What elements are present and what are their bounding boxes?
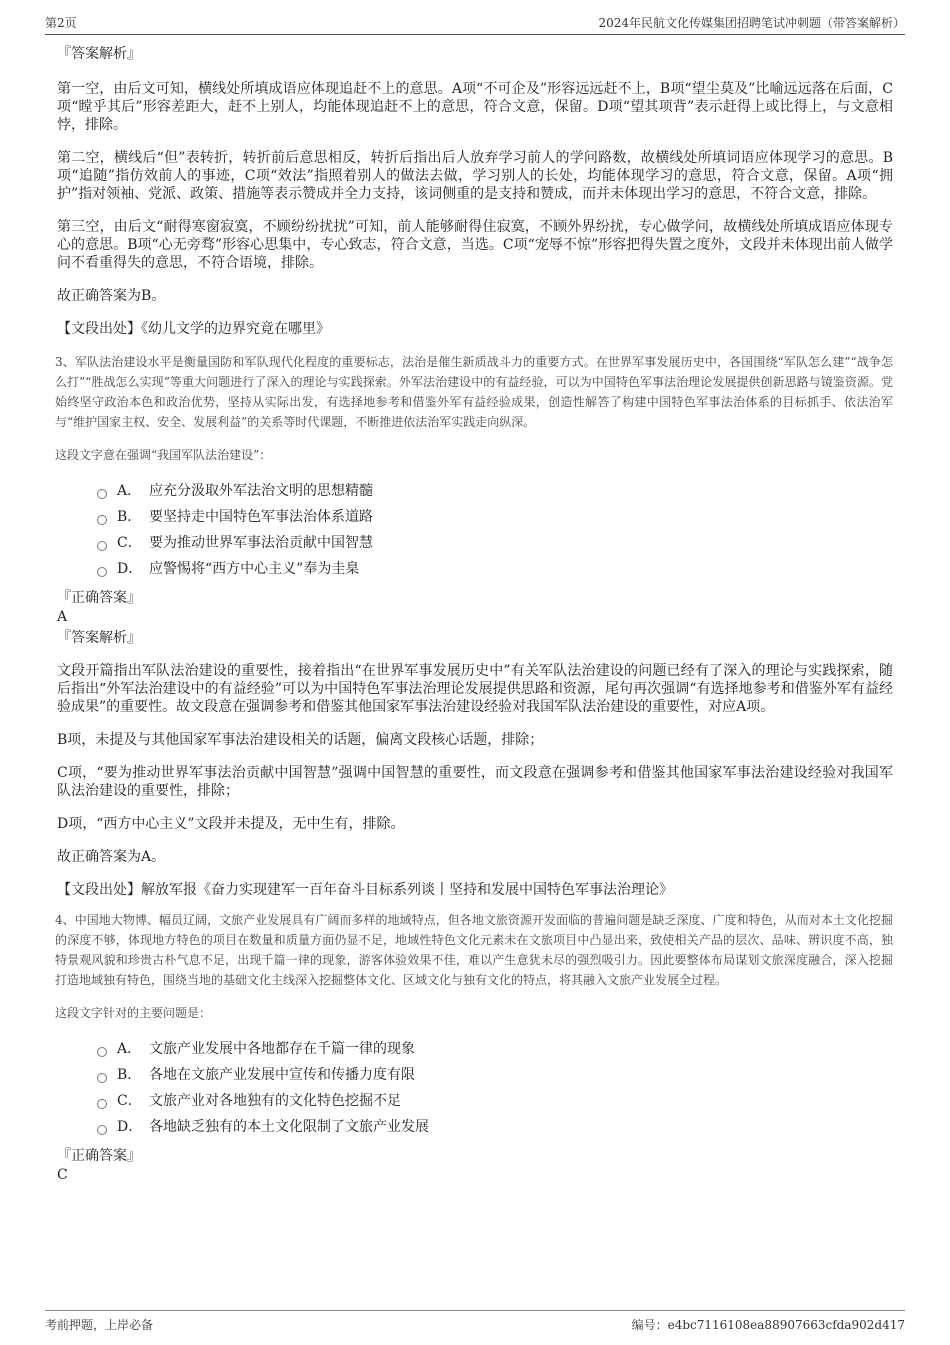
q3-option-b[interactable]: B． 要坚持走中国特色军事法治体系道路 [97,504,893,530]
q3-option-d[interactable]: D． 应警惕将“西方中心主义”奉为圭臬 [97,556,893,582]
q4-answer-label: 『正确答案』 [57,1148,141,1164]
radio-icon[interactable] [97,1047,107,1057]
q3-question: 3、军队法治建设水平是衡量国防和军队现代化程度的重要标志，法治是催生新质战斗力的重要方式。在世界军事发展历史中，各国围绕“军队怎么建”“战争怎么打”“胜战怎么实现”等重大问题进行了深入的理论与实践探索。外军法治建设中的有益经验，可以为中国特色军事法治理论发展提供创新思路与镜鉴资源。党始终坚守政治本色和政治优势，坚持从实际出发，有选择地参考和借鉴外军有益经验成果，创造性解答了构建中国特色军事法治体系的目标抓手、依法治军与“维护国家主权、安全、发展利益”的关系等时代课题，不断推进依法治军实践走向纵深。 [55,355,893,429]
radio-icon[interactable] [97,515,107,525]
q2-analysis-para-3: 第三空，由后文“耐得寒窗寂寞，不顾纷纷扰扰”可知，前人能够耐得住寂寞，不顾外界纷扰，专心做学问，故横线处所填成语应体现专心的意思。B项“心无旁骛”形容心思集中，专心致志，符合文意，当选。C项“宠辱不惊”形容把得失置之度外，文段并未体现出前人做学问不看重得失的意思，不符合语境，排除。 [57,219,893,271]
q3-option-a[interactable]: A． 应充分汲取外军法治文明的思想精髓 [97,478,893,504]
q2-conclusion: 故正确答案为B。 [57,288,166,304]
q3-conclusion: 故正确答案为A。 [57,849,166,865]
q3-analysis-para-2: B项，未提及与其他国家军事法治建设相关的话题，偏离文段核心话题，排除； [57,732,544,748]
q4-prompt: 这段文字针对的主要问题是： [55,1006,212,1020]
q4-answer: C [57,1167,68,1183]
radio-icon[interactable] [97,567,107,577]
document-id: 编号：e4bc7116108ea88907663cfda902d417 [631,1318,905,1332]
q3-prompt: 这段文字意在强调“我国军队法治建设”： [55,448,272,462]
q3-source: 【文段出处】解放军报《奋力实现建军一百年奋斗目标系列谈丨坚持和发展中国特色军事法治理论》 [57,882,673,898]
q4-option-c[interactable]: C． 文旅产业对各地独有的文化特色挖掘不足 [97,1088,893,1114]
q2-source: 【文段出处】《幼儿文学的边界究竟在哪里》 [57,321,330,337]
radio-icon[interactable] [97,1073,107,1083]
radio-icon[interactable] [97,1099,107,1109]
radio-icon[interactable] [97,1125,107,1135]
q4-option-a[interactable]: A． 文旅产业发展中各地都存在千篇一律的现象 [97,1036,893,1062]
q4-option-d[interactable]: D． 各地缺乏独有的本土文化限制了文旅产业发展 [97,1114,893,1140]
q3-analysis-para-4: D项，“西方中心主义”文段并未提及，无中生有，排除。 [57,816,405,832]
document-title: 2024年民航文化传媒集团招聘笔试冲刺题（带答案解析） [598,16,905,30]
q3-options [57,478,893,582]
q2-analysis-para-1: 第一空，由后文可知，横线处所填成语应体现追赶不上的意思。A项“不可企及”形容远远赶不上，B项“望尘莫及”比喻远远落在后面，C项“瞠乎其后”形容差距大，赶不上别人，均能体现追赶不上的意思，符合文意，保留。D项“望其项背”表示赶得上或比得上，与文意相悖，排除。 [57,81,893,133]
q4-options [57,1036,893,1140]
page-number: 第2页 [45,16,77,30]
radio-icon[interactable] [97,541,107,551]
q3-answer-label: 『正确答案』 [57,590,141,606]
radio-icon[interactable] [97,489,107,499]
q2-analysis-para-2: 第二空，横线后“但”表转折，转折前后意思相反，转折后指出后人放弃学习前人的学问路数，故横线处所填词语应体现学习的意思。B项“追随”指仿效前人的事迹，C项“效法”指照着别人的做法去做，学习别人的长处，均能体现学习的意思，符合文意，保留。A项“拥护”指对领袖、党派、政策、措施等表示赞成并全力支持，该词侧重的是支持和赞成，而并未体现出学习的意思，不符合文意，排除。 [57,150,893,202]
q3-answer: A [57,609,68,625]
q3-analysis-para-3: C项，“要为推动世界军事法治贡献中国智慧”强调中国智慧的重要性，而文段意在强调参考和借鉴其他国家军事法治建设经验对我国军队法治建设的重要性，排除； [57,765,893,799]
q3-analysis-label: 『答案解析』 [57,630,141,646]
q3-option-c[interactable]: C． 要为推动世界军事法治贡献中国智慧 [97,530,893,556]
footer-slogan: 考前押题，上岸必备 [45,1318,154,1332]
analysis-label: 『答案解析』 [57,46,141,62]
q4-option-b[interactable]: B． 各地在文旅产业发展中宣传和传播力度有限 [97,1062,893,1088]
page-content [57,38,893,1186]
q3-analysis-para-1: 文段开篇指出军队法治建设的重要性，接着指出“在世界军事发展历史中”有关军队法治建设的问题已经有了深入的理论与实践探索，随后指出“外军法治建设中的有益经验”可以为中国特色军事法治理论发展提供思路和资源，尾句再次强调“有选择地参考和借鉴外军有益经验成果”的重要性。故文段意在强调参考和借鉴其他国家军事法治建设经验对我国军队法治建设的重要性，对应A项。 [57,663,893,715]
q4-question: 4、中国地大物博、幅员辽阔，文旅产业发展具有广阔而多样的地域特点，但各地文旅资源开发面临的普遍问题是缺乏深度、广度和特色，从而对本土文化挖掘的深度不够，体现地方特色的项目在数量和质量方面仍显不足，地域性特色文化元素未在文旅项目中凸显出来，致使相关产品的层次、品味、辨识度不高，独特景观风貌和珍贵古朴气息不足，出现千篇一律的现象，游客体验效果不佳，难以产生意犹未尽的强烈吸引力。因此要整体布局谋划文旅深度融合，深入挖掘打造地域独有特色，围绕当地的基础文化主线深入挖掘整体文化、区域文化与独有文化的特点，将其融入文旅产业发展全过程。 [55,913,893,987]
page-header [45,12,905,35]
page-footer [45,1310,905,1333]
